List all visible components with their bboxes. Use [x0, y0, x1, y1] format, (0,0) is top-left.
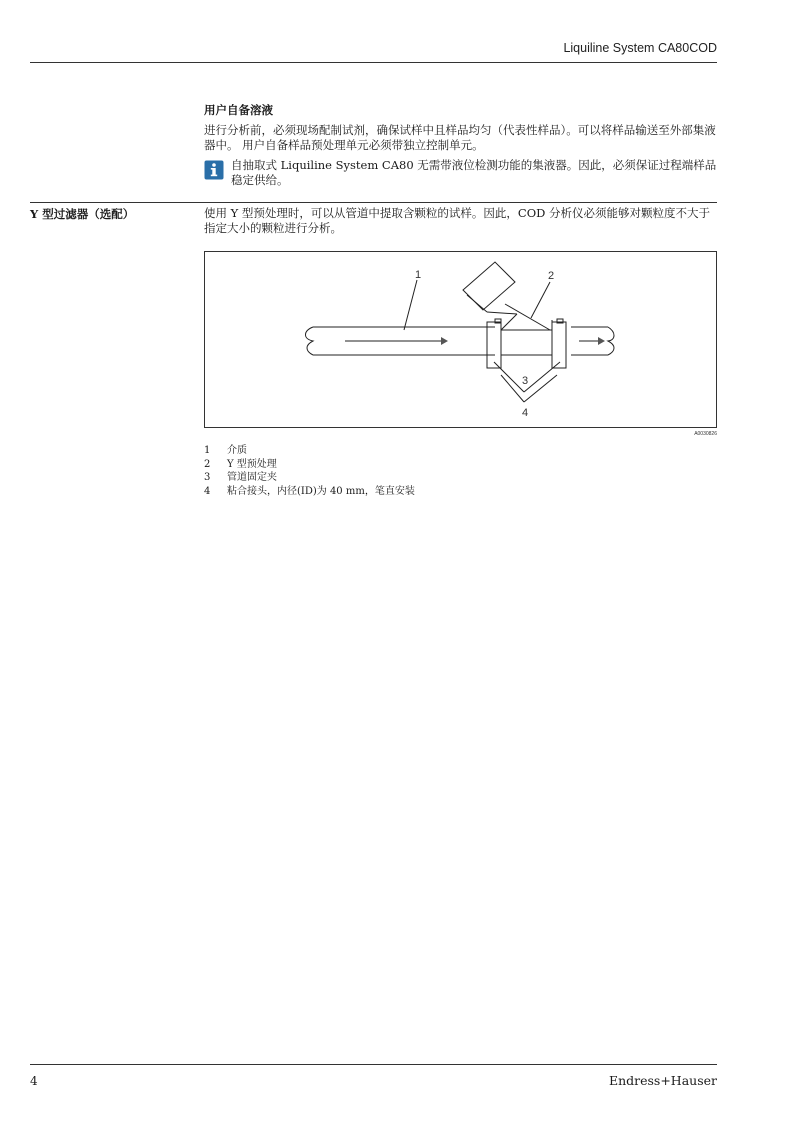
callout-2: 2: [548, 270, 555, 282]
legend-number: 4: [204, 485, 211, 497]
document-title: Liquiline System CA80COD: [563, 41, 717, 55]
callout-4: 4: [522, 407, 529, 419]
legend-text: 粘合接头，内径(ID)为 40 mm，笔直安装: [227, 485, 415, 497]
legend-number: 2: [204, 458, 211, 470]
legend-text: Y 型预处理: [227, 458, 277, 470]
callout-1: 1: [415, 269, 422, 281]
section-paragraph-2: 使用 Y 型预处理时，可以从管道中提取含颗粒的试样。因此，COD 分析仪必须能够对颗粒度不大于指定大小的颗粒进行分析。: [204, 206, 711, 235]
section-paragraph: 进行分析前，必须现场配制试剂，确保试样中且样品均匀（代表性样品）。可以将样品输送至外部集液器中。 用户自备样品预处理单元必须带独立控制单元。: [204, 123, 716, 152]
legend-item: [204, 485, 415, 499]
page-number: 4: [30, 1074, 38, 1088]
callout-3: 3: [522, 375, 529, 387]
figure-legend: [204, 444, 415, 498]
legend-number: 1: [204, 445, 211, 456]
y-strainer-figure: [204, 251, 717, 428]
legend-text: 管道固定夹: [227, 472, 277, 483]
legend-item: [204, 444, 415, 458]
figure-id: A0030826: [694, 431, 717, 437]
section-divider: [30, 202, 717, 203]
brand-name: Endress+Hauser: [608, 1073, 717, 1088]
legend-number: 3: [204, 472, 211, 483]
info-icon: [204, 160, 224, 180]
legend-item: [204, 458, 415, 472]
y-strainer-drawing: [205, 252, 716, 427]
legend-item: [204, 471, 415, 485]
section-side-label: Y 型过滤器（选配）: [30, 207, 135, 221]
footer-divider: [30, 1064, 717, 1065]
note-text: 自抽取式 Liquiline System CA80 无需带液位检测功能的集液器。因此，必须保证过程端样品稳定供给。: [231, 158, 717, 187]
header-divider: [30, 62, 717, 63]
legend-text: 介质: [227, 445, 247, 456]
section-heading: 用户自备溶液: [204, 103, 273, 117]
